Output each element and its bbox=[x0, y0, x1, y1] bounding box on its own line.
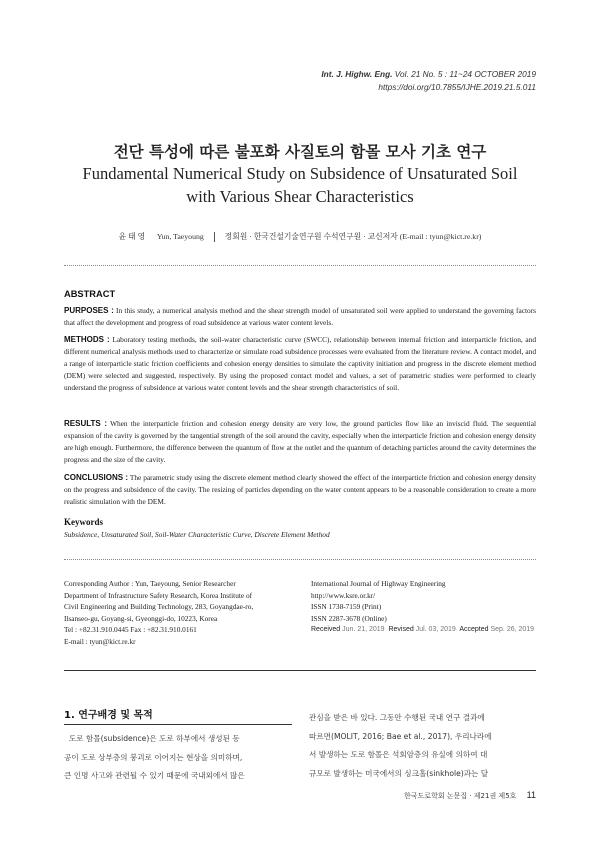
keywords-heading: Keywords bbox=[64, 517, 103, 527]
corr-line: Civil Engineering and Building Technology, 283, Goyangdae-ro, bbox=[64, 602, 254, 612]
body-line: 공이 도로 상부층의 붕괴로 이어지는 현상을 의미하며, bbox=[64, 752, 243, 762]
section-heading-rule bbox=[64, 724, 292, 725]
page-footer bbox=[404, 790, 536, 801]
corr-line: Tel : +82.31.910.0445 Fax : +82.31.910.0161 bbox=[64, 625, 197, 635]
body-line: 서 발생하는 도로 함몰은 석회암층의 유실에 의하여 대 bbox=[309, 750, 488, 759]
journal-abbrev: Int. J. Highw. Eng. bbox=[321, 69, 393, 79]
body-column-right bbox=[309, 709, 536, 783]
body-line: 관심을 받은 바 있다. 그동안 수행된 국내 연구 결과에 bbox=[309, 713, 485, 722]
purposes-text: In this study, a numerical analysis method and the shear strength model of unsaturated soil were applied to understand the governing factors that affect the development and progress of road subsidence at various water content levels. bbox=[64, 306, 537, 327]
title-english-line2: with Various Shear Characteristics bbox=[186, 187, 414, 206]
author-name-korean: 윤 태 영 bbox=[118, 232, 146, 241]
divider-bottom bbox=[64, 670, 536, 671]
page-number: 11 bbox=[526, 790, 536, 800]
accepted-value: Sep. 26, 2019 bbox=[490, 626, 535, 634]
corr-line: Corresponding Author : Yun, Taeyoung, Senior Researcher bbox=[64, 579, 236, 588]
section-heading: 1. 연구배경 및 목적 bbox=[64, 710, 153, 721]
body-line: 따르면(MOLIT, 2016; Bae et al., 2017), 우리나라에 bbox=[309, 731, 492, 741]
results-text: When the interparticle friction and cohesion energy density are very low, the ground particles flow like an inviscid fluid. The sequential expansion of the cavity is governed by the tangential strength of the soil around the cavity, especially when the interparticle friction and cohesion energy density are high enough. Furthermore, the difference between the quantum of flow at the outlet and the quantum of detaching particles around the cavity determines the progress and the size of the cavity. bbox=[64, 419, 536, 464]
received-label: Received bbox=[311, 626, 341, 634]
revised-value: Jul. 03, 2019 bbox=[415, 626, 456, 634]
footer-journal: 한국도로학회 논문집 · 제21권 제5호 bbox=[404, 792, 517, 800]
body-column-left bbox=[64, 730, 292, 786]
title-english bbox=[0, 162, 600, 208]
abstract-conclusions bbox=[64, 472, 536, 508]
methods-text: Laboratory testing methods, the soil-water characteristic curve (SWCC), relationship between internal friction and interparticle friction, and different numerical analysis methods used to characterize or simulate road subsidence processes were evaluated from the literature review. A contact model, and a range of interparticle static friction coefficients and cohesion energy densities to simulate the captivity initiation and progress in the discrete element method (DEM) were selected and suggested, respectively. By using the proposed contact model and values, a set of parametric studies were performed to clearly understand the progress of subsidence at various water content levels and the shear strength characteristics of soil. bbox=[64, 335, 536, 392]
title-english-line1: Fundamental Numerical Study on Subsidence of Unsaturated Soil bbox=[82, 164, 518, 183]
abstract-methods bbox=[64, 334, 536, 394]
issn-online: ISSN 2287-3678 (Online) bbox=[311, 613, 387, 623]
body-line: 규모로 발생하는 미국에서의 싱크홀(sinkhole)과는 달 bbox=[309, 768, 489, 778]
body-line: 도로 함몰(subsidence)은 도로 하부에서 생성된 동 bbox=[68, 734, 240, 743]
conclusions-text: The parametric study using the discrete element method clearly showed the effect of the interparticle friction and cohesion energy density on the progress and subsidence of the cavity. The resizing of particles depending on the water content appears to be a reasonable consideration to create a more realistic simulation with the DEM. bbox=[64, 473, 537, 506]
corr-email: E-mail : tyun@kict.re.kr bbox=[64, 636, 136, 646]
methods-label: METHODS : bbox=[64, 335, 110, 344]
corr-line: Department of Infrastructure Safety Research, Korea Institute of bbox=[64, 590, 253, 600]
purposes-label: PURPOSES : bbox=[64, 306, 114, 315]
journal-url[interactable]: http://www.ksre.or.kr/ bbox=[311, 590, 376, 600]
doi-link[interactable]: https://doi.org/10.7855/IJHE.2019.21.5.011 bbox=[378, 82, 536, 92]
divider-top bbox=[64, 265, 536, 266]
issn-print: ISSN 1738-7159 (Print) bbox=[311, 602, 382, 612]
journal-name: International Journal of Highway Engineering bbox=[311, 579, 446, 588]
received-value: Jun. 21, 2019 bbox=[342, 626, 385, 634]
author-divider bbox=[214, 232, 215, 242]
body-line: 큰 인명 사고와 관련될 수 있기 때문에 국내외에서 많은 bbox=[64, 771, 245, 780]
divider-middle bbox=[64, 559, 536, 560]
volume-info: Vol. 21 No. 5 : 11~24 OCTOBER 2019 bbox=[394, 69, 536, 79]
keywords-text: Subsidence, Unsaturated Soil, Soil-Water Characteristic Curve, Discrete Element Method bbox=[64, 530, 330, 539]
journal-info-block bbox=[311, 578, 536, 636]
author-affiliation: 정회원 · 한국건설기술연구원 수석연구원 · 교신저자 (E-mail : tyun@kict.re.kr) bbox=[224, 232, 482, 241]
corresponding-author-block bbox=[64, 578, 314, 648]
history-dates bbox=[311, 624, 536, 636]
conclusions-label: CONCLUSIONS : bbox=[64, 473, 129, 482]
author-name-english: Yun, Taeyoung bbox=[156, 232, 204, 241]
title-korean: 전단 특성에 따른 불포화 사질토의 함몰 모사 기초 연구 bbox=[113, 143, 487, 161]
accepted-label: Accepted bbox=[459, 626, 489, 634]
abstract-purposes bbox=[64, 305, 536, 329]
author-line bbox=[0, 231, 600, 242]
revised-label: Revised bbox=[388, 626, 414, 634]
corr-line: Ilsanseo-gu, Goyang-si, Gyeonggi-do, 10223, Korea bbox=[64, 613, 218, 623]
journal-header bbox=[321, 68, 536, 94]
abstract-results bbox=[64, 418, 536, 466]
abstract-heading: ABSTRACT bbox=[64, 289, 116, 299]
results-label: RESULTS : bbox=[64, 419, 107, 428]
